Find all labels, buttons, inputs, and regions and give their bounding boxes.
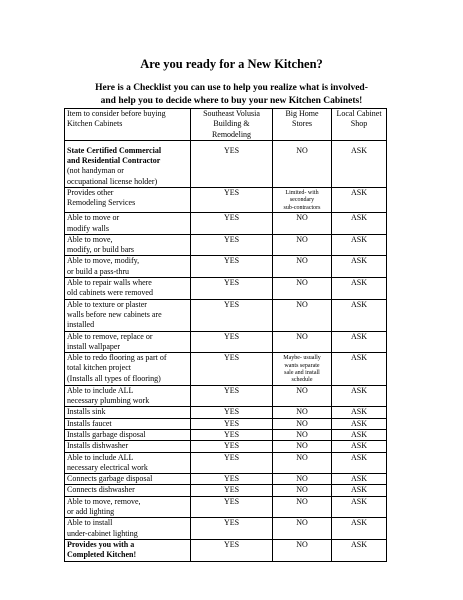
big-home-stores-answer: NO <box>273 485 332 496</box>
answer-note-line: wants separate <box>284 362 320 369</box>
southeast-volusia-answer: YES <box>191 385 273 407</box>
table-row <box>65 385 387 407</box>
item-line: necessary electrical work <box>67 462 148 472</box>
southeast-volusia-answer: YES <box>191 474 273 485</box>
item-line: Able to include ALL <box>67 385 134 395</box>
header-col3-line: Big Home Stores <box>285 109 319 129</box>
header-col2-line: Southeast Volusia <box>203 109 260 118</box>
item-cell <box>65 234 191 256</box>
item-cell <box>65 441 191 452</box>
local-cabinet-shop-answer: ASK <box>332 353 387 386</box>
local-cabinet-shop-answer: ASK <box>332 485 387 496</box>
item-cell <box>65 188 191 213</box>
item-cell <box>65 474 191 485</box>
local-cabinet-shop-answer: ASK <box>332 331 387 353</box>
southeast-volusia-answer: YES <box>191 353 273 386</box>
big-home-stores-answer: NO <box>273 418 332 429</box>
southeast-volusia-answer: YES <box>191 539 273 561</box>
item-line: Connects dishwasher <box>67 485 135 495</box>
item-line: Provides other <box>67 188 114 198</box>
table-row <box>65 188 387 213</box>
item-cell <box>65 496 191 518</box>
item-line: (Installs all types of flooring) <box>67 373 161 383</box>
southeast-volusia-answer: YES <box>191 256 273 278</box>
table-row <box>65 539 387 561</box>
table-row <box>65 234 387 256</box>
southeast-volusia-answer: YES <box>191 518 273 540</box>
item-cell <box>65 299 191 331</box>
item-line: under-cabinet lighting <box>67 528 138 538</box>
table-row <box>65 140 387 187</box>
local-cabinet-shop-answer: ASK <box>332 299 387 331</box>
checklist-table <box>64 108 387 562</box>
item-line: Able to move, modify, <box>67 256 140 266</box>
header-item-line: Item to consider before buying <box>67 109 166 118</box>
table-row <box>65 299 387 331</box>
big-home-stores-answer: NO <box>273 518 332 540</box>
southeast-volusia-answer: YES <box>191 452 273 474</box>
local-cabinet-shop-answer: ASK <box>332 188 387 213</box>
local-cabinet-shop-answer: ASK <box>332 278 387 300</box>
item-cell <box>65 429 191 440</box>
header-item-line: Kitchen Cabinets <box>67 119 123 129</box>
item-line: Installs garbage disposal <box>67 429 146 439</box>
southeast-volusia-answer: YES <box>191 234 273 256</box>
answer-note-line: secondary <box>289 197 315 204</box>
table-row <box>65 496 387 518</box>
table-row <box>65 278 387 300</box>
local-cabinet-shop-answer: ASK <box>332 429 387 440</box>
big-home-stores-answer: NO <box>273 429 332 440</box>
table-row <box>65 331 387 353</box>
table-row <box>65 213 387 235</box>
big-home-stores-answer: NO <box>273 140 332 187</box>
item-cell <box>65 518 191 540</box>
big-home-stores-answer: NO <box>273 496 332 518</box>
southeast-volusia-answer: YES <box>191 140 273 187</box>
southeast-volusia-answer: YES <box>191 407 273 418</box>
table-row <box>65 485 387 496</box>
item-line: or add lighting <box>67 507 115 517</box>
table-row <box>65 429 387 440</box>
item-line: walls before new cabinets are <box>67 309 162 319</box>
item-cell <box>65 485 191 496</box>
item-cell <box>65 331 191 353</box>
item-line: Able to redo flooring as part of <box>67 353 167 363</box>
table-row <box>65 441 387 452</box>
southeast-volusia-answer: YES <box>191 278 273 300</box>
big-home-stores-answer: NO <box>273 299 332 331</box>
checklist-body <box>65 140 387 561</box>
header-big-home-stores <box>273 109 332 141</box>
local-cabinet-shop-answer: ASK <box>332 256 387 278</box>
subtitle-line: Here is a Checklist you can use to help you realize what is involved- <box>95 83 368 93</box>
item-line: Remodeling Services <box>67 198 136 208</box>
item-line: modify, or build bars <box>67 245 135 255</box>
item-line: Able to repair walls where <box>67 278 152 288</box>
item-line: Installs sink <box>67 407 106 417</box>
header-local-cabinet-shop <box>332 109 387 141</box>
subtitle-line: and help you to decide where to buy your new Kitchen Cabinets! <box>100 96 363 106</box>
item-line: Installs dishwasher <box>67 441 129 451</box>
item-cell <box>65 353 191 386</box>
item-line: Installs faucet <box>67 418 112 428</box>
big-home-stores-answer: NO <box>273 474 332 485</box>
item-line: total kitchen project <box>67 363 131 373</box>
big-home-stores-answer: NO <box>273 385 332 407</box>
answer-note-line: schedule <box>291 377 313 384</box>
item-cell <box>65 539 191 561</box>
local-cabinet-shop-answer: ASK <box>332 407 387 418</box>
header-col2-line: Building & Remodeling <box>211 119 252 139</box>
table-row <box>65 452 387 474</box>
item-line: old cabinets were removed <box>67 288 153 298</box>
item-line: Able to include ALL <box>67 452 134 462</box>
local-cabinet-shop-answer: ASK <box>332 539 387 561</box>
item-cell <box>65 140 191 187</box>
big-home-stores-answer <box>273 188 332 213</box>
item-line: State Certified Commercial <box>67 145 162 155</box>
header-item <box>65 109 191 141</box>
item-cell <box>65 256 191 278</box>
answer-note-line: sale and install <box>284 369 320 376</box>
table-row <box>65 353 387 386</box>
item-line: necessary plumbing work <box>67 396 150 406</box>
big-home-stores-answer: NO <box>273 234 332 256</box>
item-cell <box>65 418 191 429</box>
southeast-volusia-answer: YES <box>191 441 273 452</box>
item-line: installed <box>67 320 95 330</box>
item-cell <box>65 407 191 418</box>
item-cell <box>65 213 191 235</box>
big-home-stores-answer: NO <box>273 278 332 300</box>
local-cabinet-shop-answer: ASK <box>332 452 387 474</box>
local-cabinet-shop-answer: ASK <box>332 140 387 187</box>
item-line: Connects garbage disposal <box>67 474 153 484</box>
answer-note-line: Limited- with <box>285 190 319 197</box>
southeast-volusia-answer: YES <box>191 429 273 440</box>
item-line: Able to remove, replace or <box>67 331 153 341</box>
big-home-stores-answer: NO <box>273 441 332 452</box>
big-home-stores-answer: NO <box>273 213 332 235</box>
item-line: occupational license holder) <box>67 176 158 186</box>
item-line: Able to move, remove, <box>67 496 141 506</box>
table-row <box>65 407 387 418</box>
southeast-volusia-answer: YES <box>191 485 273 496</box>
big-home-stores-answer: NO <box>273 256 332 278</box>
header-col4-line: Local Cabinet <box>336 109 382 118</box>
local-cabinet-shop-answer: ASK <box>332 213 387 235</box>
local-cabinet-shop-answer: ASK <box>332 474 387 485</box>
item-cell <box>65 452 191 474</box>
table-row <box>65 256 387 278</box>
table-header-row <box>65 109 387 141</box>
southeast-volusia-answer: YES <box>191 213 273 235</box>
item-line: Able to texture or plaster <box>67 299 147 309</box>
southeast-volusia-answer: YES <box>191 418 273 429</box>
southeast-volusia-answer: YES <box>191 496 273 518</box>
answer-note-line: sub-contractors <box>283 204 321 211</box>
item-line: Completed Kitchen! <box>67 550 137 560</box>
big-home-stores-answer: NO <box>273 452 332 474</box>
item-line: Able to move or <box>67 213 120 223</box>
big-home-stores-answer: NO <box>273 331 332 353</box>
page-subtitle <box>0 82 463 108</box>
local-cabinet-shop-answer: ASK <box>332 441 387 452</box>
item-line: and Residential Contractor <box>67 156 161 166</box>
local-cabinet-shop-answer: ASK <box>332 518 387 540</box>
item-line: Able to move, <box>67 234 113 244</box>
item-line: install wallpaper <box>67 341 121 351</box>
item-line: Able to install <box>67 518 113 528</box>
item-line: or build a pass-thru <box>67 266 129 276</box>
table-row <box>65 418 387 429</box>
local-cabinet-shop-answer: ASK <box>332 234 387 256</box>
local-cabinet-shop-answer: ASK <box>332 385 387 407</box>
local-cabinet-shop-answer: ASK <box>332 418 387 429</box>
item-cell <box>65 385 191 407</box>
item-line: Provides you with a <box>67 539 135 549</box>
page-title: Are you ready for a New Kitchen? <box>140 57 323 71</box>
big-home-stores-answer: NO <box>273 539 332 561</box>
item-cell <box>65 278 191 300</box>
big-home-stores-answer <box>273 353 332 386</box>
header-southeast-volusia <box>191 109 273 141</box>
answer-note-line: Maybe- usually <box>283 355 321 362</box>
item-line: modify walls <box>67 223 109 233</box>
table-row <box>65 474 387 485</box>
southeast-volusia-answer: YES <box>191 188 273 213</box>
item-line: (not handyman or <box>67 166 124 176</box>
southeast-volusia-answer: YES <box>191 331 273 353</box>
southeast-volusia-answer: YES <box>191 299 273 331</box>
big-home-stores-answer: NO <box>273 407 332 418</box>
header-col4-line: Shop <box>350 119 368 129</box>
table-row <box>65 518 387 540</box>
local-cabinet-shop-answer: ASK <box>332 496 387 518</box>
